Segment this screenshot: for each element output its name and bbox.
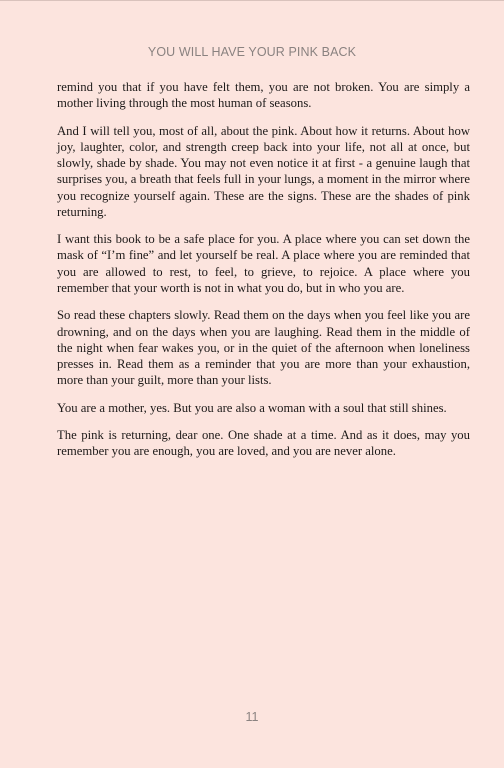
paragraph: You are a mother, yes. But you are also a woman with a soul that still shines. (57, 400, 447, 415)
body-text (57, 79, 470, 471)
paragraph: The pink is returning, dear one. One shade at a time. And as it does, may you remember you are enough, you are loved, and you are never alone. (57, 428, 470, 459)
page-number: 11 (245, 710, 259, 724)
running-head: YOU WILL HAVE YOUR PINK BACK (147, 45, 357, 59)
paragraph: And I will tell you, most of all, about the pink. About how it returns. About how joy, laughter, color, and strength creep back into your life, not all at once, but slowly, shade by shade. You may not even notice it at first - a genuine laugh that surprises you, a breath that feels full in your lungs, a moment in the mirror where you recognize yourself again. These are the signs. These are the shades of pink returning. (57, 123, 470, 219)
paragraph: remind you that if you have felt them, you are not broken. You are simply a mother living through the most human of seasons. (57, 80, 470, 111)
paragraph: So read these chapters slowly. Read them on the days when you feel like you are drowning, and on the days when you are laughing. Read them in the middle of the night when fear wakes you, or in the quiet of the afternoon when loneliness presses in. Read them as a reminder that you are more than your exhaustion, more than your guilt, more than your lists. (57, 308, 470, 388)
paragraph: I want this book to be a safe place for you. A place where you can set down the mask of “I’m fine” and let yourself be real. A place where you are reminded that you are allowed to rest, to feel, to grieve, to rejoice. A place where you remember that your worth is not in what you do, but in who you are. (57, 232, 470, 295)
